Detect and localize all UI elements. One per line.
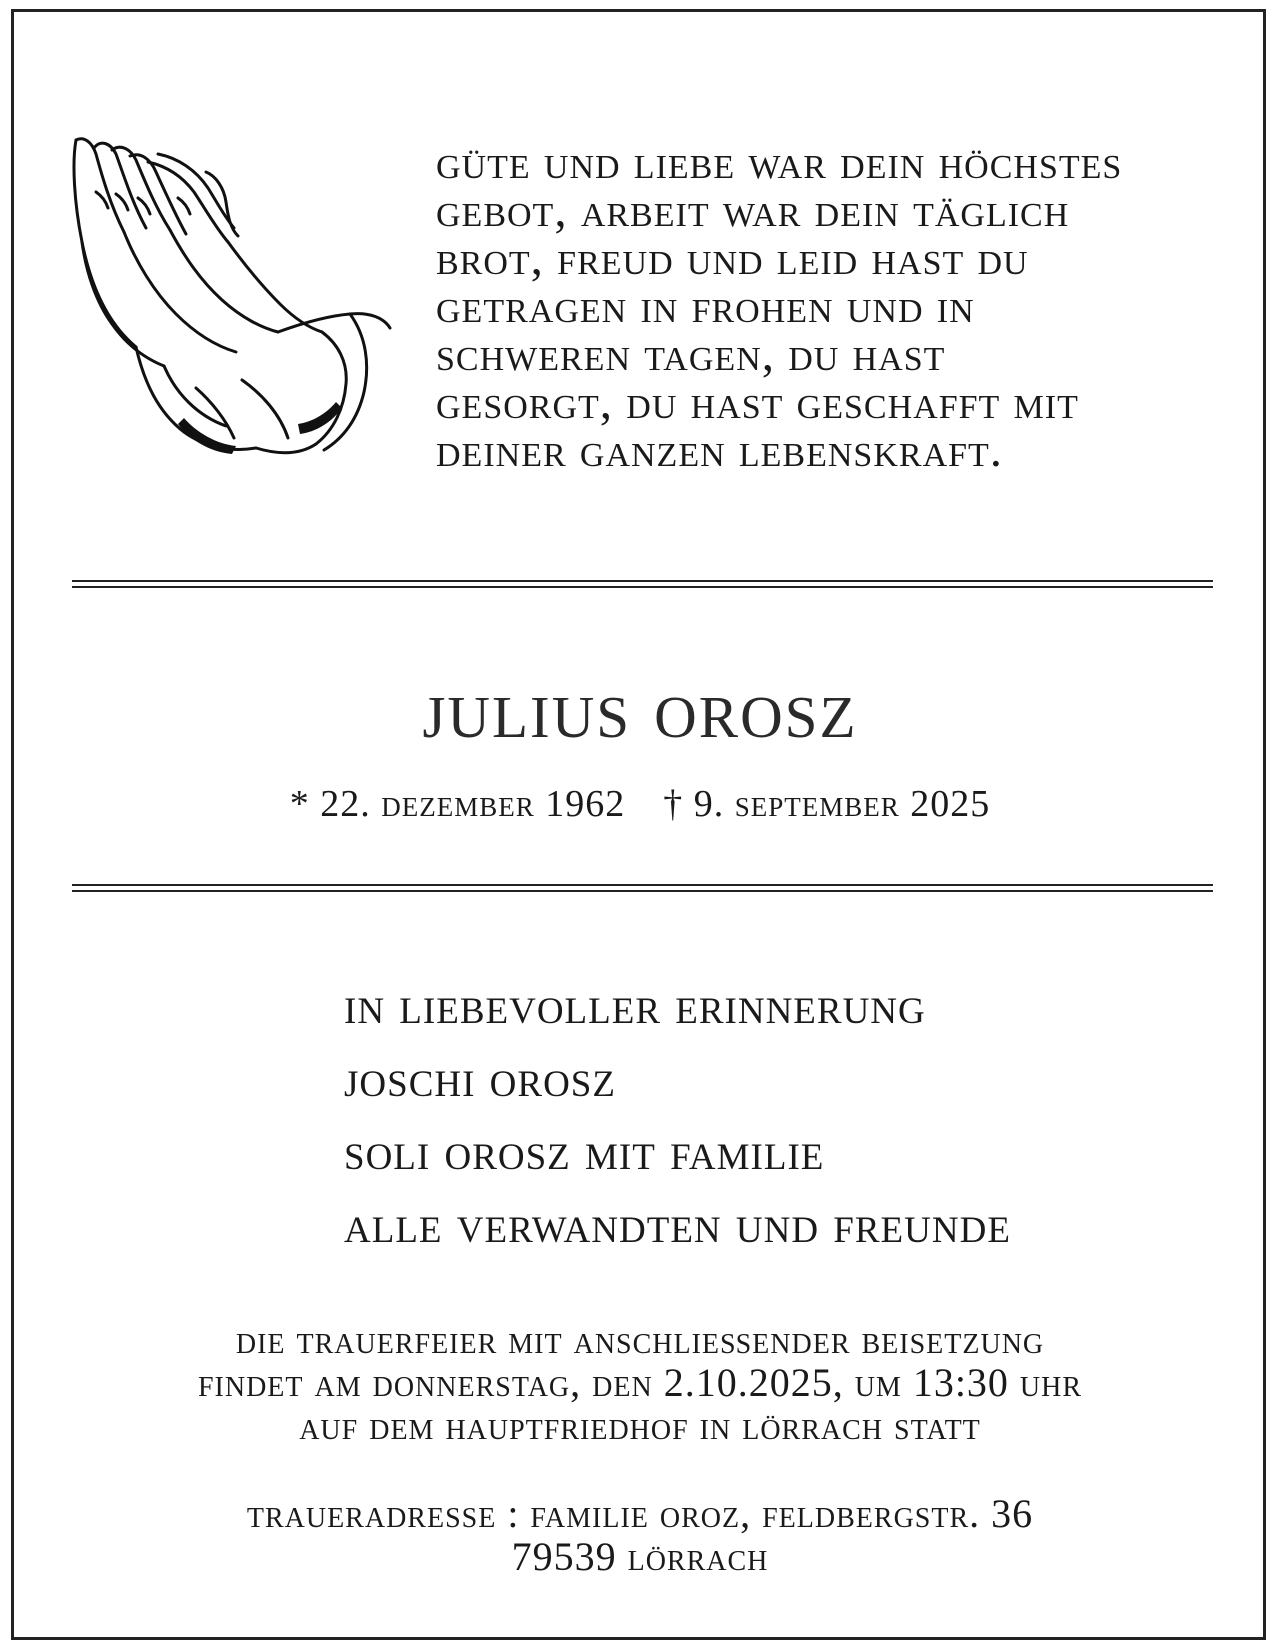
verse-line: gesorgt, du hast geschafft mit — [436, 374, 1079, 429]
praying-hands-icon — [66, 132, 396, 477]
mourner-line: in liebevoller erinnerung — [344, 977, 926, 1035]
address-line: traueradresse : familie oroz, feldbergstr. 36 — [246, 1491, 1034, 1536]
mourning-address — [0, 1492, 1280, 1578]
double-rule-divider — [72, 580, 1213, 588]
service-line: auf dem hauptfriedhof in lörrach statt — [299, 1403, 981, 1448]
service-info — [0, 1318, 1280, 1447]
verse-line: getragen in frohen und in — [436, 278, 975, 333]
service-line: die trauerfeier mit anschließender beisetzung — [235, 1317, 1045, 1362]
birth-date: * 22. dezember 1962 — [289, 783, 626, 825]
verse-line: schweren tagen, du hast — [436, 326, 946, 381]
verse-line: gebot, arbeit war dein täglich — [436, 182, 1070, 237]
verse-line: güte und liebe war dein höchstes — [436, 134, 1123, 189]
address-line: 79539 lörrach — [511, 1534, 769, 1579]
mourner-line: soli orosz mit familie — [344, 1123, 825, 1181]
verse-line: brot, freud und leid hast du — [436, 230, 1029, 285]
mourners-list — [344, 970, 1244, 1262]
verse-line: deiner ganzen lebenskraft. — [436, 422, 1004, 477]
life-dates — [0, 782, 1280, 826]
service-line: findet am donnerstag, den 2.10.2025, um 13:30 uhr — [197, 1360, 1083, 1405]
mourner-line: joschi orosz — [344, 1050, 616, 1108]
mourner-line: alle verwandten und freunde — [344, 1196, 1011, 1254]
verse-text — [436, 134, 1236, 477]
deceased-name: julius orosz — [422, 663, 858, 756]
double-rule-divider — [72, 884, 1213, 892]
death-date: † 9. september 2025 — [663, 783, 991, 825]
